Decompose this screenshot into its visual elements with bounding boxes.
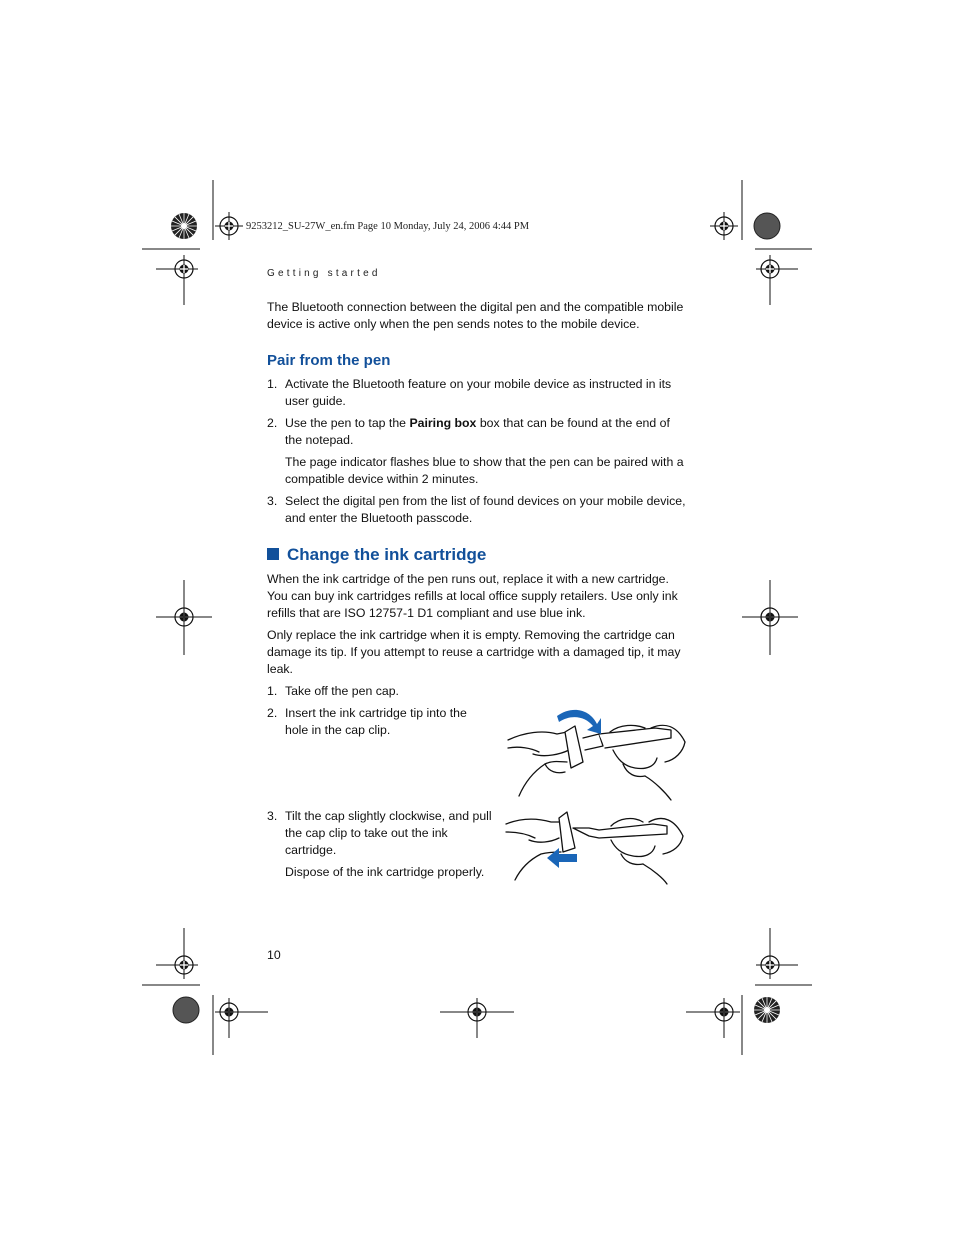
step-text-before: Use the pen to tap the [285,416,410,430]
insert-cartridge-illustration [505,702,690,802]
heading-square-icon [267,548,279,560]
cartridge-heading-text: Change the ink cartridge [287,545,487,564]
intro-paragraph: The Bluetooth connection between the digital pen and the compatible mobile device is active only when the pen sends notes to the mobile device. [267,300,684,331]
cartridge-step-3-note: Dispose of the ink cartridge properly. [285,865,485,879]
step-text [285,415,690,449]
step-text: Insert the ink cartridge tip into the hole in the cap clip. [285,706,467,737]
step-number: 1. [267,377,278,391]
cartridge-heading [267,545,486,565]
step-text: Tilt the cap slightly clockwise, and pull the cap clip to take out the ink cartridge. [285,809,492,857]
pairing-box-label: Pairing box [409,416,477,430]
step-number: 3. [267,809,278,823]
step-number: 3. [267,494,278,508]
step-text: Activate the Bluetooth feature on your mobile device as instructed in its user guide. [285,377,672,408]
cartridge-paragraph-2: Only replace the ink cartridge when it is empty. Removing the cartridge can damage its tip. If you attempt to reuse a cartridge with a damaged tip, it may leak. [267,628,681,676]
page-number: 10 [267,948,281,962]
step-text-after: box that can be found at the end of the notepad. [285,416,670,447]
running-head: Getting started [267,268,381,279]
cartridge-paragraph-1: When the ink cartridge of the pen runs out, replace it with a new cartridge. You can buy ink cartridges refills at local office supply retailers. Use only ink refills that are ISO 12757-1 D1 compliant and use blue ink. [267,572,678,620]
file-info-line: 9253212_SU-27W_en.fm Page 10 Monday, July 24, 2006 4:44 PM [246,221,530,232]
step-number: 2. [267,706,278,720]
pair-step-2-note: The page indicator flashes blue to show that the pen can be paired with a compatible device within 2 minutes. [285,455,684,486]
step-text: Take off the pen cap. [285,684,399,698]
remove-cartridge-illustration [503,806,688,886]
step-number: 2. [267,416,278,430]
step-number: 1. [267,684,278,698]
step-text: Select the digital pen from the list of found devices on your mobile device, and enter the Bluetooth passcode. [285,494,686,525]
pair-heading: Pair from the pen [267,352,391,369]
